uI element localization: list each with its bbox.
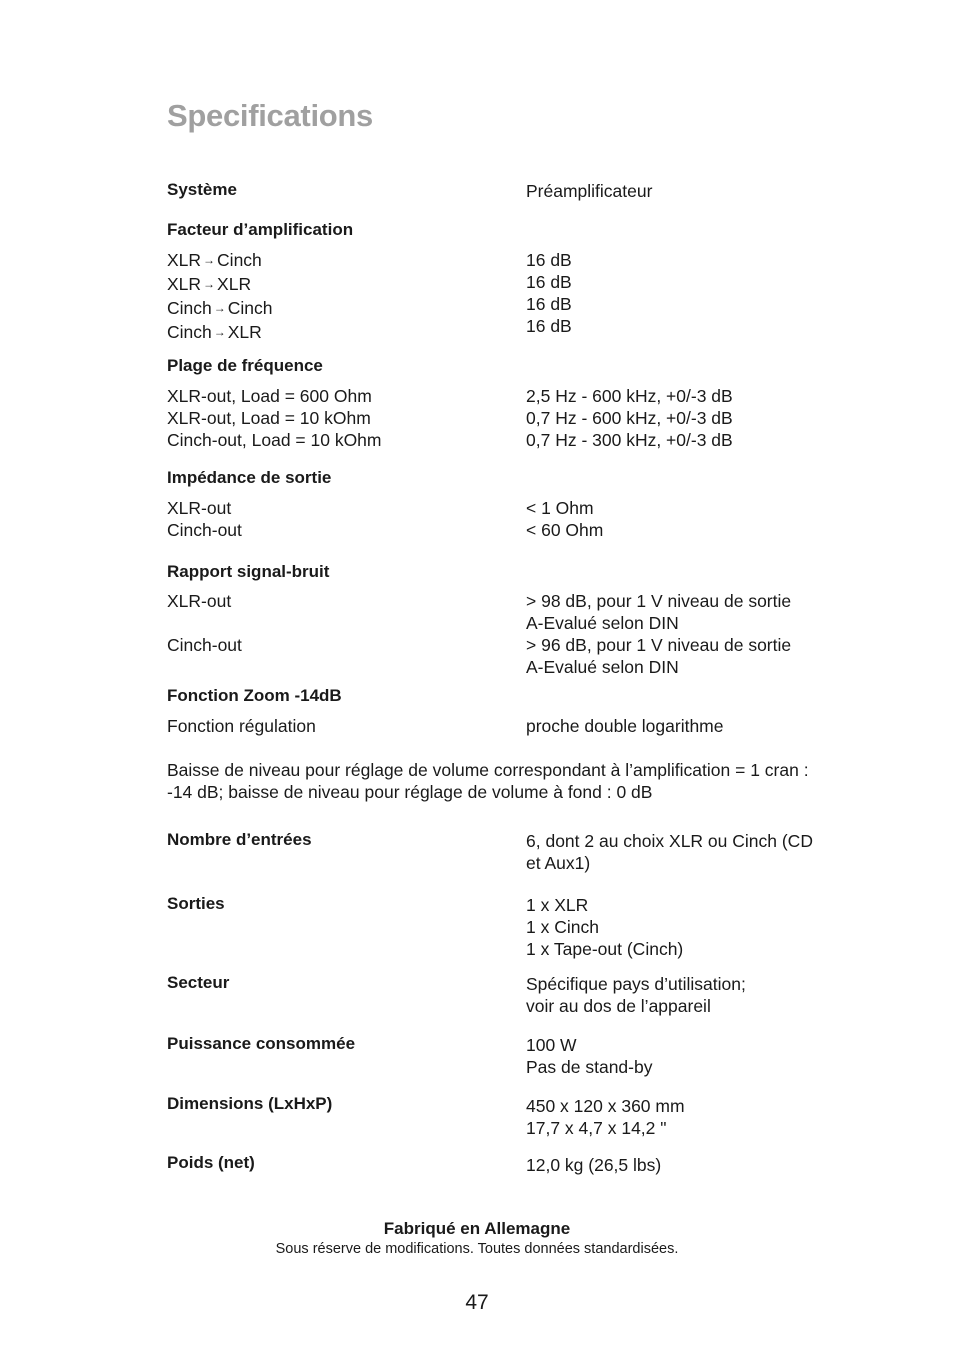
footer-made-in: Fabriqué en Allemagne <box>383 1219 571 1238</box>
footer-disclaimer: Sous réserve de modifications. Toutes données standardisées. <box>275 1241 679 1257</box>
frequency-value: 0,7 Hz - 300 kHz, +0/-3 dB <box>526 430 733 450</box>
spec-label-weight: Poids (net) <box>167 1153 255 1172</box>
spec-label-inputs: Nombre d’entrées <box>167 830 312 849</box>
power-value <box>526 1034 652 1078</box>
arrow-right-icon: → <box>203 277 216 291</box>
arrow-right-icon: → <box>213 325 226 339</box>
snr-name: XLR-out <box>167 591 232 611</box>
mains-line: Spécifique pays d’utilisation; <box>526 974 746 994</box>
spec-label-amplification: Facteur d’amplification <box>167 220 354 239</box>
inputs-line: 6, dont 2 au choix XLR ou Cinch (CD <box>526 831 813 851</box>
spec-label-system: Système <box>167 180 237 199</box>
amplification-name: Cinch → Cinch <box>167 298 273 318</box>
spec-label-dimensions: Dimensions (LxHxP) <box>167 1094 333 1113</box>
spec-label-snr: Rapport signal-bruit <box>167 562 330 581</box>
impedance-name: Cinch-out <box>167 520 242 540</box>
amplification-name: XLR → XLR <box>167 274 252 294</box>
impedance-names <box>167 497 242 541</box>
arrow-right-icon: → <box>203 253 216 267</box>
amplification-names <box>167 249 273 345</box>
snr-value-note: A-Evalué selon DIN <box>526 613 679 633</box>
outputs-line: 1 x Cinch <box>526 917 599 937</box>
inputs-line: et Aux1) <box>526 853 591 873</box>
frequency-value: 2,5 Hz - 600 kHz, +0/-3 dB <box>526 386 733 406</box>
snr-value-text: > 96 dB, pour 1 V niveau de sortie <box>526 635 792 655</box>
spec-label-zoom: Fonction Zoom -14dB <box>167 686 342 705</box>
amplification-value: 16 dB <box>526 294 572 314</box>
mains-value <box>526 973 746 1017</box>
dimensions-line: 450 x 120 x 360 mm <box>526 1096 685 1116</box>
power-line: 100 W <box>526 1035 577 1055</box>
frequency-value: 0,7 Hz - 600 kHz, +0/-3 dB <box>526 408 733 428</box>
amplification-values <box>526 249 572 337</box>
power-line: Pas de stand-by <box>526 1057 653 1077</box>
page-title: Specifications <box>167 98 373 133</box>
snr-value-text: > 98 dB, pour 1 V niveau de sortie <box>526 591 792 611</box>
spec-label-impedance: Impédance de sortie <box>167 468 332 487</box>
weight-value: 12,0 kg (26,5 lbs) <box>526 1155 662 1175</box>
spec-label-frequency: Plage de fréquence <box>167 356 323 375</box>
impedance-value: < 60 Ohm <box>526 520 604 540</box>
impedance-values <box>526 497 603 541</box>
frequency-names <box>167 385 382 451</box>
snr-value <box>526 634 791 678</box>
amplification-value: 16 dB <box>526 316 572 336</box>
amplification-name: XLR → Cinch <box>167 250 262 270</box>
spec-label-power: Puissance consommée <box>167 1034 356 1053</box>
zoom-value: proche double logarithme <box>526 716 724 736</box>
arrow-right-icon: → <box>213 301 226 315</box>
outputs-line: 1 x Tape-out (Cinch) <box>526 939 684 959</box>
spec-label-outputs: Sorties <box>167 894 225 913</box>
outputs-line: 1 x XLR <box>526 895 589 915</box>
amplification-value: 16 dB <box>526 272 572 292</box>
frequency-values <box>526 385 733 451</box>
zoom-description: Baisse de niveau pour réglage de volume correspondant à l’amplification = 1 cran : -14 dB; baisse de niveau pour réglage de volume à fond : 0 dB <box>167 760 809 802</box>
snr-value <box>526 590 791 634</box>
dimensions-value <box>526 1095 685 1139</box>
zoom-name: Fonction régulation <box>167 716 316 736</box>
spec-label-mains: Secteur <box>167 973 230 992</box>
frequency-name: XLR-out, Load = 600 Ohm <box>167 386 372 406</box>
amplification-value: 16 dB <box>526 250 572 270</box>
frequency-name: XLR-out, Load = 10 kOhm <box>167 408 371 428</box>
inputs-value <box>526 830 813 874</box>
frequency-name: Cinch-out, Load = 10 kOhm <box>167 430 382 450</box>
spec-value-system: Préamplificateur <box>526 181 653 201</box>
mains-line: voir au dos de l’appareil <box>526 996 711 1016</box>
outputs-value <box>526 894 683 960</box>
dimensions-line: 17,7 x 4,7 x 14,2 " <box>526 1118 667 1138</box>
page-number: 47 <box>465 1291 489 1314</box>
impedance-name: XLR-out <box>167 498 232 518</box>
impedance-value: < 1 Ohm <box>526 498 594 518</box>
snr-value-note: A-Evalué selon DIN <box>526 657 679 677</box>
amplification-name: Cinch → XLR <box>167 322 262 342</box>
snr-name: Cinch-out <box>167 635 242 655</box>
